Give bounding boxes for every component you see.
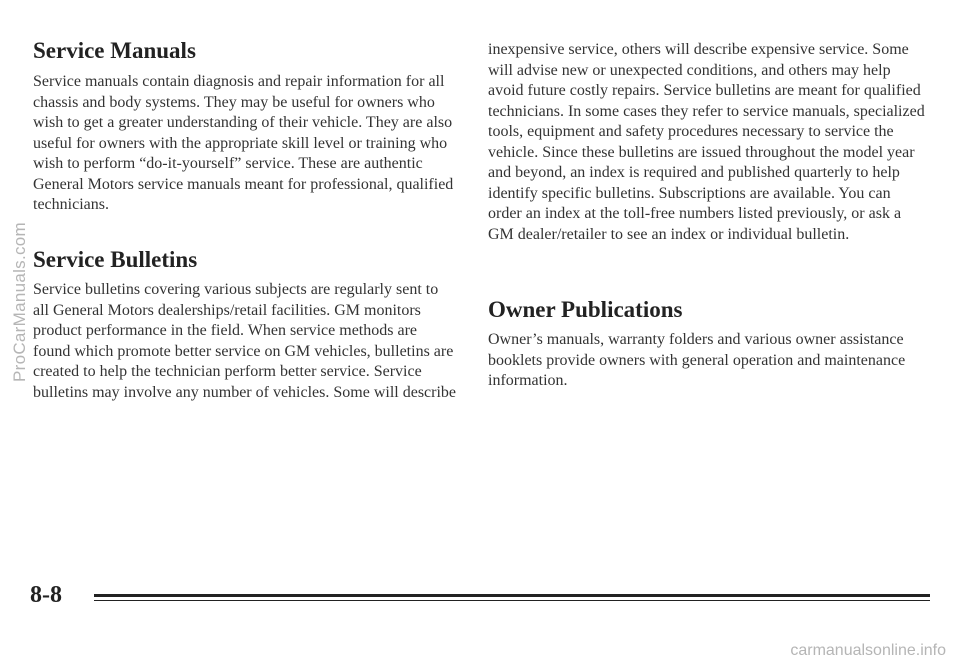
- service-bulletins-continuation: inexpensive service, others will describe expensive service. Some will advise new or unexpected conditions, and others may help avoid future costly repairs. Service bulletins are meant for qualified technicians. In some cases they refer to service manuals, specialized tools, equipment and safety procedures necessary to service the vehicle. Since these bulletins are issued throughout the model year and beyond, an index is required and published quarterly to help identify specific bulletins. Subscriptions are available. You can order an index at the toll-free numbers listed previously, or ask a GM dealer/retailer to see an index or individual bulletin.: [488, 41, 925, 243]
- side-watermark: ProCarManuals.com: [10, 221, 29, 383]
- service-bulletins-heading: Service Bulletins: [33, 247, 198, 272]
- footer-watermark: carmanualsonline.info: [790, 642, 946, 659]
- footer-rule-thick: [94, 594, 930, 597]
- footer-rule-thin: [94, 600, 930, 601]
- owner-publications-heading: Owner Publications: [488, 297, 683, 322]
- service-manuals-body: Service manuals contain diagnosis and repair information for all chassis and body systems. They may be useful for owners who wish to get a greater understanding of their vehicle. They are also useful for owners with the appropriate skill level or training who wish to perform “do-it-yourself” service. These are authentic General Motors service manuals meant for professional, qualified technicians.: [33, 73, 454, 213]
- service-bulletins-body: Service bulletins covering various subjects are regularly sent to all General Motors dealerships/retail facilities. GM monitors product performance in the field. When service methods are found which promote better service on GM vehicles, bulletins are created to help the technician perform better service. Service bulletins may involve any number of vehicles. Some will describe: [33, 281, 457, 401]
- owner-publications-body: Owner’s manuals, warranty folders and various owner assistance booklets provide owners with general operation and maintenance information.: [488, 331, 906, 389]
- service-manuals-heading: Service Manuals: [33, 38, 196, 63]
- page-number: 8-8: [30, 582, 62, 608]
